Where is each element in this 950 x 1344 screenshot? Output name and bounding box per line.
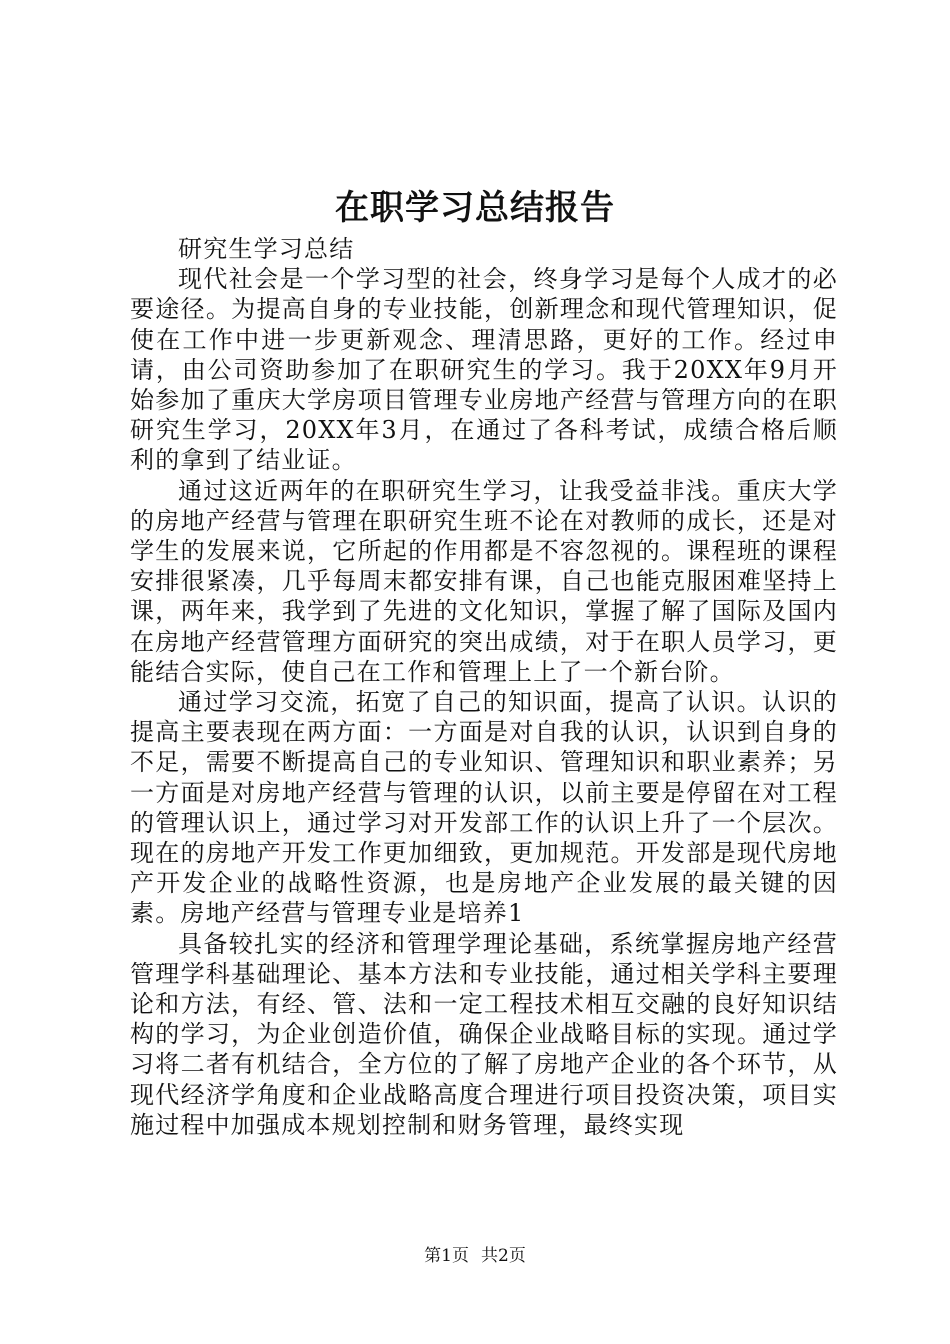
paragraph-subtitle: 研究生学习总结 [178, 235, 355, 263]
page-total: 共2页 [481, 1246, 526, 1266]
paragraph: 通过学习交流，拓宽了自己的知识面，提高了认识。认识的提高主要表现在两方面：一方面是对自我的认识，认识到自身的不足，需要不断提高自己的专业知识、管理知识和职业素养；另一方面是对房地产经营与管理的认识，以前主要是停留在对工程的管理认识上，通过学习对开发部工作的认识上升了一个层次。现在的房地产开发工作更加细致，更加规范。开发部是现代房地产开发企业的战略性资源，也是房地产企业发展的最关键的因素。房地产经营与管理专业是培养1 [130, 688, 838, 928]
page-footer [0, 1244, 950, 1268]
paragraph: 具备较扎实的经济和管理学理论基础，系统掌握房地产经营管理学科基础理论、基本方法和专业技能，通过相关学科主要理论和方法，有经、管、法和一定工程技术相互交融的良好知识结构的学习，为企业创造价值，确保企业战略目标的实现。通过学习将二者有机结合，全方位的了解了房地产企业的各个环节，从现代经济学角度和企业战略高度合理进行项目投资决策，项目实施过程中加强成本规划控制和财务管理，最终实现 [130, 929, 838, 1139]
document-body [130, 234, 838, 1140]
paragraph: 通过这近两年的在职研究生学习，让我受益非浅。重庆大学的房地产经营与管理在职研究生班不论在对教师的成长，还是对学生的发展来说，它所起的作用都是不容忽视的。课程班的课程安排很紧凑，几乎每周末都安排有课，自己也能克服困难坚持上课，两年来，我学到了先进的文化知识，掌握了解了国际及国内在房地产经营管理方面研究的突出成绩，对于在职人员学习，更能结合实际，使自己在工作和管理上上了一个新台阶。 [130, 476, 838, 686]
paragraph: 现代社会是一个学习型的社会，终身学习是每个人成才的必要途径。为提高自身的专业技能，创新理念和现代管理知识，促使在工作中进一步更新观念、理清思路，更好的工作。经过申请，由公司资助参加了在职研究生的学习。我于20XX年9月开始参加了重庆大学房项目管理专业房地产经营与管理方向的在职研究生学习，20XX年3月，在通过了各科考试，成绩合格后顺利的拿到了结业证。 [130, 265, 838, 475]
page-number: 第1页 [424, 1246, 469, 1266]
document-title: 在职学习总结报告 [335, 188, 615, 228]
